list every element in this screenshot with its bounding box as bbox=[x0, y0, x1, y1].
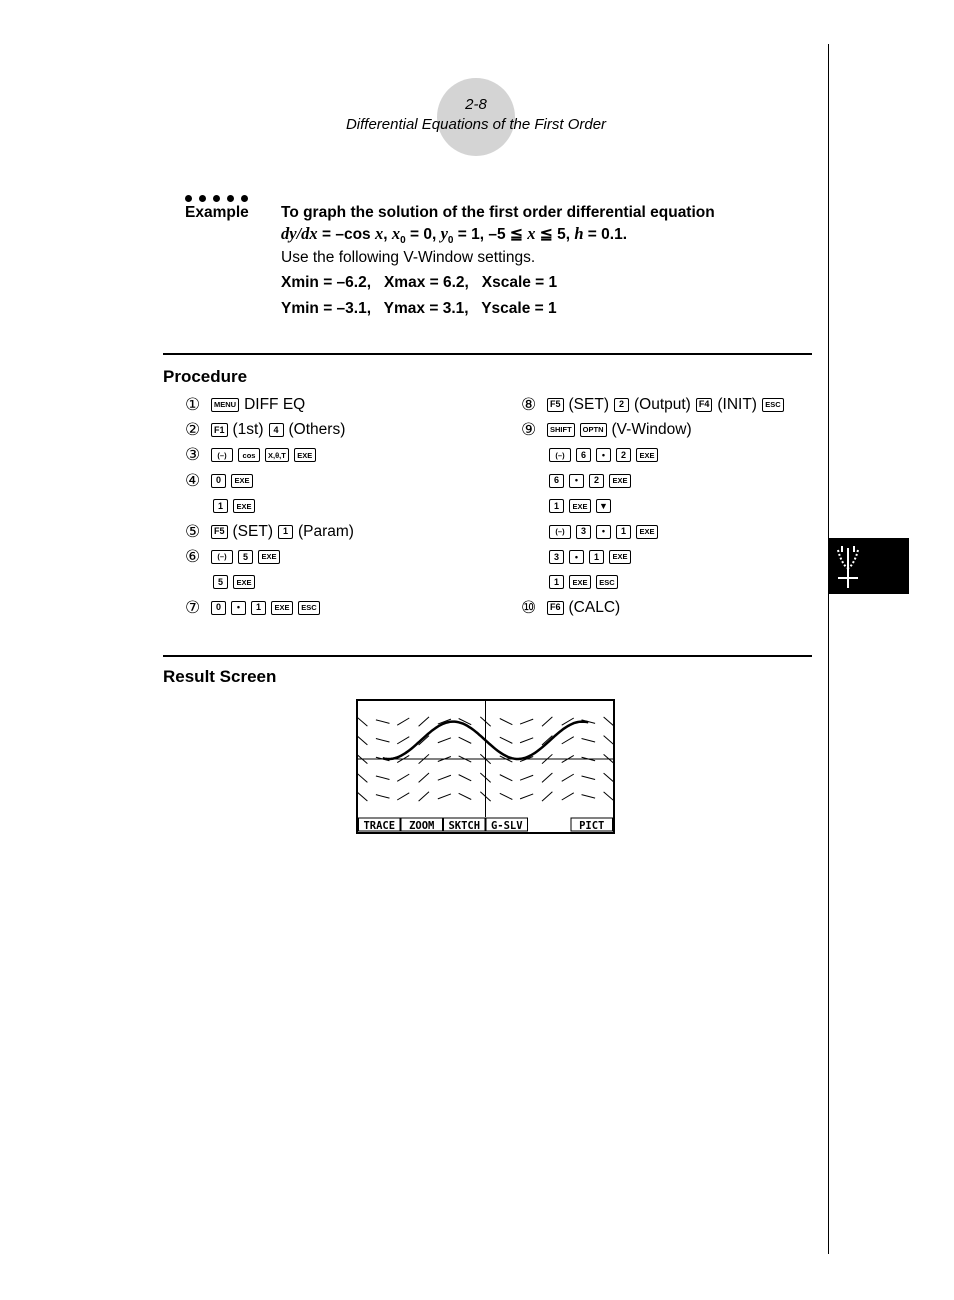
procedure-step bbox=[185, 519, 359, 544]
section-divider bbox=[163, 353, 812, 355]
procedure-step bbox=[521, 468, 789, 493]
step-text: DIFF EQ bbox=[244, 395, 306, 413]
slope-segment bbox=[419, 717, 429, 726]
step-number: ⑦ bbox=[185, 597, 201, 617]
slope-segment bbox=[419, 792, 429, 801]
key-1: 1 bbox=[616, 525, 631, 539]
key-0: 0 bbox=[211, 474, 226, 488]
key-: (–) bbox=[211, 550, 233, 564]
step-text: (SET) bbox=[568, 395, 609, 413]
key-optn: OPTN bbox=[580, 423, 607, 437]
slope-segment bbox=[397, 793, 409, 800]
slope-segment bbox=[542, 773, 552, 782]
procedure-step bbox=[185, 392, 359, 417]
step-text: (Others) bbox=[288, 421, 346, 439]
key-f6: F6 bbox=[547, 601, 564, 615]
key-: ▼ bbox=[596, 499, 611, 513]
slope-segment bbox=[376, 720, 390, 723]
slope-segment bbox=[376, 795, 390, 798]
slope-segment bbox=[604, 773, 613, 782]
key-2: 2 bbox=[589, 474, 604, 488]
slope-segment bbox=[542, 717, 552, 726]
key-esc: ESC bbox=[596, 575, 618, 589]
procedure-title: Procedure bbox=[163, 367, 248, 386]
procedure-step bbox=[521, 417, 789, 442]
procedure-left-column bbox=[185, 392, 359, 621]
slope-segment bbox=[397, 774, 409, 781]
chapter-tab bbox=[829, 538, 909, 594]
key-exe: EXE bbox=[569, 575, 591, 589]
slope-segment bbox=[500, 737, 513, 743]
step-number: ⑨ bbox=[521, 420, 537, 440]
step-number: ⑩ bbox=[521, 597, 537, 617]
key-exe: EXE bbox=[636, 448, 658, 462]
margin-rule bbox=[828, 44, 829, 1254]
page-header-title: Differential Equations of the First Order bbox=[345, 116, 607, 133]
procedure-step bbox=[521, 570, 789, 595]
step-text: (CALC) bbox=[568, 598, 621, 616]
step-number: ① bbox=[185, 394, 201, 414]
page-number: 2-8 bbox=[465, 96, 487, 113]
step-text: (SET) bbox=[232, 522, 273, 540]
procedure-step bbox=[185, 443, 359, 468]
key-exe: EXE bbox=[231, 474, 253, 488]
example-label: Example bbox=[185, 204, 249, 221]
slope-field-graph bbox=[358, 701, 613, 832]
function-key-label: G-SLV bbox=[490, 820, 523, 832]
key-esc: ESC bbox=[298, 601, 320, 615]
step-number: ③ bbox=[185, 445, 201, 465]
key-: • bbox=[569, 550, 584, 564]
procedure-step bbox=[521, 494, 789, 519]
step-number: ② bbox=[185, 420, 201, 440]
procedure-step bbox=[185, 494, 359, 519]
function-key-label: ZOOM bbox=[409, 820, 435, 832]
key-2: 2 bbox=[616, 448, 631, 462]
key-x-t: X,θ,T bbox=[265, 448, 289, 462]
slope-segment bbox=[397, 718, 409, 725]
step-text: (Output) bbox=[633, 395, 691, 413]
procedure-step bbox=[521, 443, 789, 468]
key-3: 3 bbox=[576, 525, 591, 539]
example-equation: dy/dx = –cos x, $x_0 = 0$, $y_0 = 1$, –5 ≦ x ≦ 5, h = 0.1. bbox=[281, 224, 628, 247]
key-5: 5 bbox=[238, 550, 253, 564]
key-1: 1 bbox=[549, 575, 564, 589]
key-: • bbox=[596, 525, 611, 539]
slope-segment bbox=[376, 776, 390, 779]
slope-segment bbox=[376, 739, 390, 742]
step-text: (V-Window) bbox=[611, 421, 692, 439]
slope-segment bbox=[358, 717, 367, 726]
key-1: 1 bbox=[549, 499, 564, 513]
vwindow-intro: Use the following V-Window settings. bbox=[281, 249, 536, 266]
key-4: 4 bbox=[269, 423, 284, 437]
step-text: (INIT) bbox=[717, 395, 757, 413]
function-key-label: PICT bbox=[579, 820, 605, 832]
procedure-step bbox=[185, 570, 359, 595]
key-esc: ESC bbox=[762, 398, 784, 412]
key-3: 3 bbox=[549, 550, 564, 564]
key-1: 1 bbox=[278, 525, 293, 539]
x-settings: Xmin = –6.2, Xmax = 6.2, Xscale = 1 bbox=[281, 274, 558, 291]
slope-segment bbox=[520, 775, 533, 780]
key-1: 1 bbox=[213, 499, 228, 513]
slope-segment bbox=[582, 776, 596, 779]
step-number: ⑥ bbox=[185, 547, 201, 567]
procedure-step bbox=[185, 595, 359, 620]
key-1: 1 bbox=[251, 601, 266, 615]
procedure-step bbox=[185, 468, 359, 493]
slope-segment bbox=[582, 739, 596, 742]
key-: (–) bbox=[549, 448, 571, 462]
key-exe: EXE bbox=[271, 601, 293, 615]
procedure-step bbox=[521, 544, 789, 569]
key-exe: EXE bbox=[233, 499, 255, 513]
key-f1: F1 bbox=[211, 423, 228, 437]
key-exe: EXE bbox=[609, 550, 631, 564]
slope-segment bbox=[520, 719, 533, 724]
slope-segment bbox=[562, 737, 574, 744]
diff-eq-icon bbox=[829, 538, 909, 594]
slope-segment bbox=[500, 775, 513, 781]
step-text: (Param) bbox=[297, 522, 354, 540]
key-exe: EXE bbox=[258, 550, 280, 564]
slope-segment bbox=[438, 775, 451, 780]
key-6: 6 bbox=[576, 448, 591, 462]
procedure-step bbox=[521, 519, 789, 544]
slope-segment bbox=[520, 794, 533, 799]
calculator-screen bbox=[356, 699, 615, 834]
step-text: (1st) bbox=[232, 421, 264, 439]
key-exe: EXE bbox=[294, 448, 316, 462]
slope-segment bbox=[358, 792, 367, 801]
key-5: 5 bbox=[213, 575, 228, 589]
key-1: 1 bbox=[589, 550, 604, 564]
key-f5: F5 bbox=[547, 398, 564, 412]
example-heading: To graph the solution of the first order differential equation bbox=[281, 204, 715, 221]
step-number: ⑤ bbox=[185, 521, 201, 541]
key-: • bbox=[231, 601, 246, 615]
key-shift: SHIFT bbox=[547, 423, 575, 437]
slope-segment bbox=[459, 775, 472, 781]
y-settings: Ymin = –3.1, Ymax = 3.1, Yscale = 1 bbox=[281, 300, 557, 317]
key-f5: F5 bbox=[211, 525, 228, 539]
result-title: Result Screen bbox=[163, 667, 277, 686]
key-: • bbox=[569, 474, 584, 488]
slope-segment bbox=[438, 794, 451, 799]
procedure-step bbox=[185, 417, 359, 442]
key-cos: cos bbox=[238, 448, 260, 462]
key-exe: EXE bbox=[609, 474, 631, 488]
key-: • bbox=[596, 448, 611, 462]
slope-segment bbox=[397, 737, 409, 744]
procedure-step bbox=[521, 595, 789, 620]
function-key-label: TRACE bbox=[363, 820, 396, 832]
slope-segment bbox=[500, 793, 513, 799]
key-6: 6 bbox=[549, 474, 564, 488]
key-0: 0 bbox=[211, 601, 226, 615]
key-menu: MENU bbox=[211, 398, 239, 412]
key-2: 2 bbox=[614, 398, 629, 412]
step-number: ⑧ bbox=[521, 394, 537, 414]
slope-segment bbox=[358, 773, 367, 782]
key-: (–) bbox=[211, 448, 233, 462]
slope-segment bbox=[604, 736, 613, 745]
slope-segment bbox=[542, 792, 552, 801]
slope-segment bbox=[562, 793, 574, 800]
slope-segment bbox=[438, 738, 451, 743]
slope-segment bbox=[500, 718, 513, 724]
slope-segment bbox=[562, 774, 574, 781]
slope-segment bbox=[459, 793, 472, 799]
key-f4: F4 bbox=[696, 398, 713, 412]
slope-segment bbox=[419, 773, 429, 782]
key-exe: EXE bbox=[636, 525, 658, 539]
key-exe: EXE bbox=[233, 575, 255, 589]
step-number: ④ bbox=[185, 470, 201, 490]
procedure-step bbox=[521, 392, 789, 417]
key-: (–) bbox=[549, 525, 571, 539]
slope-segment bbox=[604, 792, 613, 801]
section-divider bbox=[163, 655, 812, 657]
key-exe: EXE bbox=[569, 499, 591, 513]
slope-segment bbox=[582, 795, 596, 798]
slope-segment bbox=[604, 717, 613, 726]
slope-segment bbox=[520, 738, 533, 743]
slope-segment bbox=[459, 737, 472, 743]
procedure-step bbox=[185, 544, 359, 569]
slope-segment bbox=[358, 736, 367, 745]
procedure-right-column bbox=[521, 392, 789, 621]
function-key-label: SKTCH bbox=[448, 820, 481, 832]
